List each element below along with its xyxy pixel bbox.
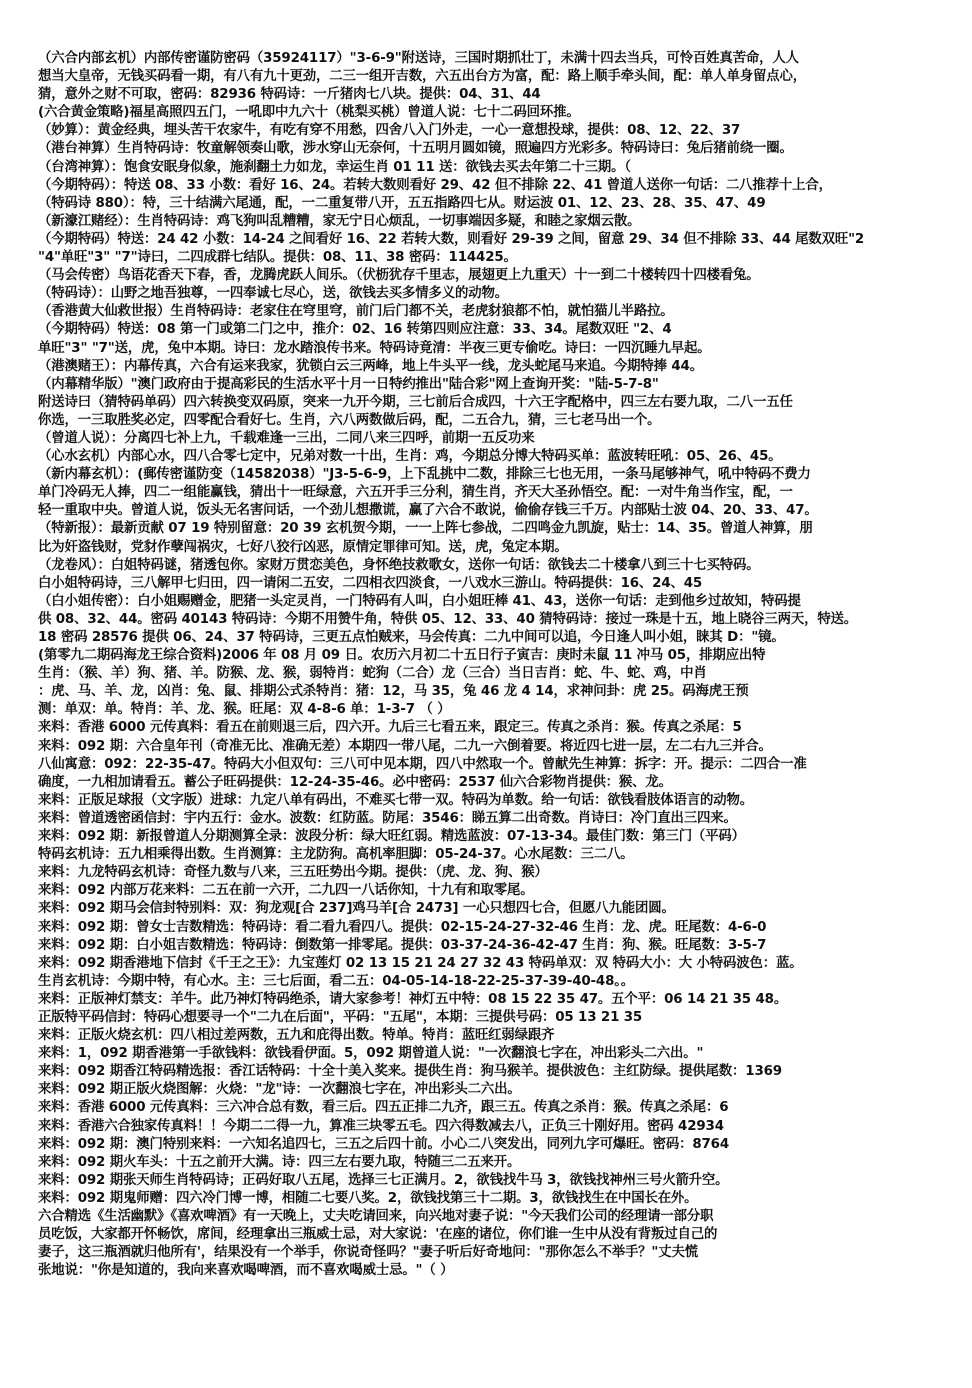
text-line: 单旺"3" "7"送，虎，兔中本期。诗曰：龙水踏浪传书来。特码诗竟清：半夜三更专偷吃。诗曰：一四沉睡九早起。 [38, 340, 711, 356]
text-line: 来料：092 期正版火烧图解：火烧："龙"诗：一次翻浪七字在，冲出彩头二六出。 [38, 1082, 521, 1098]
text-line: （特新报）：最新贡献 07 19 特别留意：20 39 玄机贺今期，一一上阵七参战，二四鸣金九凯旋，贴士：14、35。曾道人神算，朋 [38, 521, 813, 537]
text-line: 比为奸盗钱财，党豺作孽闯祸灾，七好八狡行凶恶，原情定罪律可知。送，虎，兔定本期。 [38, 539, 568, 555]
text-line: 六合精选《生活幽默》《喜欢啤酒》有一天晚上，丈夫吃请回来，向兴地对妻子说："今天我们公司的经理请一部分职 [38, 1209, 714, 1224]
text-line: 来料：曾道透密函信封：宇内五行：金水。波数：红防蓝。防尾：3546：睇五算二出奇数。肖诗曰：冷门直出三四来。 [38, 810, 737, 826]
text-line: （曾道人说）：分离四七补上九，千载难逢一三出，二同八来三四呼，前期一五反功来 [38, 430, 535, 446]
text-line: "4"单旺"3" "7"诗曰，二四成群七结队。提供：08、11、38 密码：114425。 [38, 250, 517, 266]
text-line: （马会传密）鸟语花香天下春，香，龙腾虎跃人间乐。（伏枥犹存千里志，展翅更上九重天）十一到二十楼转四十四楼看兔。 [38, 268, 760, 284]
text-line: 来料：九龙特码玄机诗：奇怪九数与八来，三五旺势出今期。提供：（虎、龙、狗、猴） [38, 865, 548, 881]
text-line: 白小姐特码诗，三八解甲七归田，四一请闲二五安，二四相衣四淡食，一八戏水三游山。特码提供：16、24、45 [38, 575, 703, 591]
text-line: 附送诗曰（猜特码单码）四六转换变双码原，突来一九开今期，三七前后合成四，十六王字配格中，四三左右要九取，二八一五任 [38, 394, 793, 410]
text-line: 来料：香港 6000 元传真料：三六冲合总有数，看三后。四五正排二九齐，跟三五。传真之杀肖：猴。传真之杀尾：6 [38, 1100, 729, 1116]
text-line: 来料：092 期火车头：十五之前开大满。诗：四三左右要九取，特随三二五来开。 [38, 1154, 521, 1170]
text-line: （龙卷风）：白姐特码谜，猪透包你。家财万贯恋美色，身怀绝技救歌女，送你一句话：欲钱去二十楼拿八到三十七买特码。 [38, 557, 760, 573]
text-line: （六合内部玄机）内部传密谨防密码（35924117）"3-6-9"附送诗，三国时期抓壮丁，未满十四去当兵，可怜百姓真苦命，人人 [38, 51, 799, 66]
text-line: 来料：092 期：六合皇年刊（奇准无比、准确无差）本期四一带八尾，二九一六倒着要。将近四七进一层，左二右九三并合。 [38, 738, 772, 754]
text-line: 来料：香港 6000 元传真料：看五在前则退三后，四六开。九后三七看五来，跟定三。传真之杀肖：猴。传真之杀尾：5 [38, 720, 742, 736]
text-line: 特码玄机诗：五九相乘得出数。生肖测算：主龙防狗。高机率胆脚：05-24-37。心水尾数：三二八。 [38, 847, 634, 863]
text-line: （台湾神算）：饱食安眠身似象，施刹翻土力如龙，幸运生肖 01 11 送：欲钱去买去年第二十三期。（ [38, 159, 631, 175]
text-line: 来料：092 期马会信封特别料：双：狗龙观[合 237]鸡马羊[合 2473] 一心只想四七合，但愿八九能团圆。 [38, 901, 675, 917]
text-line: 八仙寓意：092：22-35-47。特码大小但双句：三八可中见本期，四八中然取一个。曾献先生神算：拆字：开。提示：二四合一准 [38, 756, 807, 772]
text-line: （内幕精华版）"澳门政府由于提高彩民的生活水平十月一日特约推出"陆合彩"网上查询开奖："陆-5-7-8" [38, 376, 659, 392]
text-line: 来料：092 期：澳门特别来料：一六知名追四七，三五之后四十前。小心二八突发出，同列九字可爆旺。密码：8764 [38, 1136, 729, 1152]
text-line: 来料：正版火烧玄机：四八相过差两数，五九和庇得出数。特单。特肖：蓝旺红弱绿跟齐 [38, 1028, 555, 1044]
text-line: 来料：092 期：新报曾道人分期测算全录：波段分析：绿大旺红弱。精选蓝波：07-13-34。最佳门数：第三门（平码） [38, 829, 745, 845]
text-line: （今期特码）特送：24 42 小数：14-24 之间看好 16、22 若转大数，则看好 29-39 之间，留意 29、34 但不排除 33、44 尾数双旺"2 [38, 231, 865, 247]
text-line: 正版特平码信封：特码心想要寻一个"二九在后面"，平码："五尾"，本期：三提供号码：05 13 21 35 [38, 1009, 643, 1025]
text-line: 来料：092 期鬼师赠：四六冷门博一博，相随二七要八奖。2，欲钱找第三十二期。3，欲钱找生在中国长在外。 [38, 1190, 698, 1206]
text-line: (六合黄金策略)福星高照四五门，一吼即中九六十（桃梨买桃）曾道人说：七十二码回环推。 [38, 105, 580, 121]
text-line: (第零九二期码海龙王综合资料)2006 年 08 月 09 日。农历六月初二十五日行子寅吉：庚时未鼠 11 冲马 05，排期应出特 [38, 648, 766, 664]
text-line: 来料：092 内部万花来料：二五在前一六开，二九四一八话你知，十九有和取零尾。 [38, 883, 534, 899]
text-line: 18 密码 28576 提供 06、24、37 特码诗，三更五点怕贼来，马会传真：二九中间可以追，今日逢人叫小姐，睐其 D："镜。 [38, 630, 785, 645]
text-line: （新内幕玄机）：(郵传密谨防变（14582038）"J3-5-6-9，上下乱挑中二数，排除三七也无用，一条马尾够神气，吼中特码不费力 [38, 467, 811, 483]
text-line: 生肖：（猴、羊）狗、猪、羊。防猴、龙、猴，弱特肖：蛇狗（二合）龙（三合）当日吉肖：蛇、牛、蛇、鸡，中肖 [38, 666, 707, 682]
text-line: 员吃饭，大家都开怀畅饮，席间，经理拿出三瓶威士忌，对大家说：'在座的诸位，你们谁一生中从没有背叛过自己的 [38, 1227, 718, 1243]
text-line: 轻一重取中央。曾道人说，饭头无名害问话，一个劲儿想撒谎，赢了六合不敢说，偷偷存钱三千万。内部贴士波 04、20、33、47。 [38, 503, 818, 519]
text-line: 供 08、32、44。密码 40143 特码诗：今期不用赞牛角，特供 05、12、33、40 猜特码诗：接过一珠是十五，地上晓谷三两天，特送。 [38, 611, 858, 627]
text-line: 来料：092 期香港地下信封《千王之王》：九宝莲灯 02 13 15 21 24 27 32 43 特码单双：双 特码大小：大 小特码波色：蓝。 [38, 955, 803, 971]
text-line: （港台神算）生肖特码诗：牧童解领奏山歌，涉水穿山无奈何，十五明月圆如镜，照遍四方光彩多。特码诗曰：兔后猪前绕一圈。 [38, 141, 793, 157]
text-line: 来料：092 期：白小姐吉数精选：特码诗：倒数第一排零尾。提供：03-37-24-36-42-47 生肖：狗、猴。旺尾数：3-5-7 [38, 937, 767, 953]
text-line: （妙算）：黄金经典，埋头苦干农家牛，有吃有穿不用愁，四舍八入门外走，一心一意想投球，提供：08、12、22、37 [38, 123, 741, 139]
text-line: 想当大皇帝，无钱买码看一期，有八有九十更劲，二三一组开吉数，六五出台方为富，配：路上顺手牵头间，配：单人单身留点心， [38, 69, 806, 85]
text-line: 生肖玄机诗：今期中特，有心水。主：三七后面，看二五：04-05-14-18-22-25-37-39-40-48。。 [38, 973, 635, 989]
text-line: 测：单双：单。特肖：羊、龙、猴。旺尾：双 4-8-6 单：1-3-7 （ ） [38, 702, 451, 718]
text-line: ：虎、马、羊、龙，凶肖：兔、鼠、排期公式杀特肖：猪：12，马 35，兔 46 龙 4 14，求神问卦：虎 25。码海虎王预 [38, 684, 749, 700]
text-line: 来料：1，092 期香港第一手欲钱料：欲钱看伊面。5，092 期曾道人说："一次翻浪七字在，冲出彩头二六出。" [38, 1046, 704, 1062]
text-line: 你选，一三取胜奖必定，四零配合看好七。生肖，六八两数做后码，配，二五合九，猜，三七老马出一个。 [38, 412, 661, 428]
text-line: （港澳赌王）：内幕传真，六合有运来我家，犹锁白云三两峰，地上牛头平一线，龙头蛇尾马来追。今期特捧 44。 [38, 358, 703, 374]
text-line: 来料：092 期：曾女士吉数精选：特码诗：看二看九看四八。提供：02-15-24-27-32-46 生肖：龙、虎。旺尾数：4-6-0 [38, 919, 767, 935]
text-line: （今期特码）：特送 08、33 小数：看好 16、24。若转大数则看好 29、42 但不排除 22、41 曾道人送你一句话：二八推荐十上合， [38, 177, 832, 193]
text-line: 来料：092 期张天师生肖特码诗；正码好取八五尾，选择三七正满月。2，欲钱找牛马 3，欲钱找神州三号火箭升空。 [38, 1172, 729, 1188]
text-line: （新濠江赌经）：生肖特码诗：鸡飞狗叫乱糟糟，家无宁日心烦乱，一切事端因多疑，和睦之家烟云散。 [38, 213, 641, 229]
text-line: 确度，一九相加请看五。蓄公子旺码提供：12-24-35-46。必中密码：2537 仙六合彩物肖提供：猴、龙。 [38, 774, 672, 790]
text-line: 来料：正版神灯禁支：羊牛。此乃神灯特码绝杀，请大家参考！神灯五中特：08 15 22 35 47。五个平：06 14 21 35 48。 [38, 991, 788, 1007]
text-line: 来料：香港六合独家传真料！！今期二二得一九，算准三块零五毛。四六得数减去八，正负三十刚好用。密码 42934 [38, 1118, 724, 1134]
text-line: 单门冷码无人捧，四二一组能赢钱，猜出十一旺绿意，六五开手三分利，猜生肖，齐天大圣孙悟空。配：一对牛角当作宝，配，一 [38, 485, 793, 501]
text-line: 来料：正版足球报（文字版）进球：九定八单有码出，不难买七带一双。特码为单数。给一句话：欲钱看肢体语言的动物。 [38, 792, 753, 808]
text-line: 来料：092 期香江特码精选报：香江话特码：十全十美入奖来。提供生肖：狗马猴羊。提供波色：主红防绿。提供尾数：1369 [38, 1064, 782, 1080]
text-line: （今期特码）特送：08 第一门或第二门之中，推介：02、16 转第四则应注意：33、34。尾数双旺 "2、4 [38, 322, 672, 338]
text-line: 猜，意外之财不可取，密码：82936 特码诗：一斤猪肉七八块。提供：04、31、44 [38, 87, 541, 103]
text-line: （白小姐传密）：白小姐赐赠金，肥猪一头定灵肖，一门特码有人叫，白小姐旺棒 41、43，送你一句话：走到他乡过故知，特码提 [38, 593, 801, 609]
text-line: （特码诗）：山野之地吾独尊，一四奉诚七尽心，送，欲钱去买多情多义的动物。 [38, 286, 508, 302]
text-line: 张地说："你是知道的，我向来喜欢喝啤酒，而不喜欢喝威士忌。"（ ） [38, 1263, 454, 1279]
text-line: （特码诗 880）：特，三十结满六尾通，配，一二重复带八开，五五指路四七从。财运波 01、12、23、28、35、47、49 [38, 195, 766, 211]
text-line: （香港黄大仙救世报）生肖特码诗：老家住在穹里穹，前门后门都不关，老虎豺狼都不怕，就怕猫儿半路拉。 [38, 304, 674, 320]
text-line: （心水玄机）内部心水，四八合零七定中，兄弟对数一十出，生肖：鸡，今期总分博大特码买单：蓝波转旺吼：05、26、45。 [38, 449, 782, 465]
text-line: 妻子，这三瓶酒就归他所有'，结果没有一个举手，你说奇怪吗？"妻子听后好奇地问："那你怎么不举手？"丈夫慌 [38, 1245, 698, 1261]
